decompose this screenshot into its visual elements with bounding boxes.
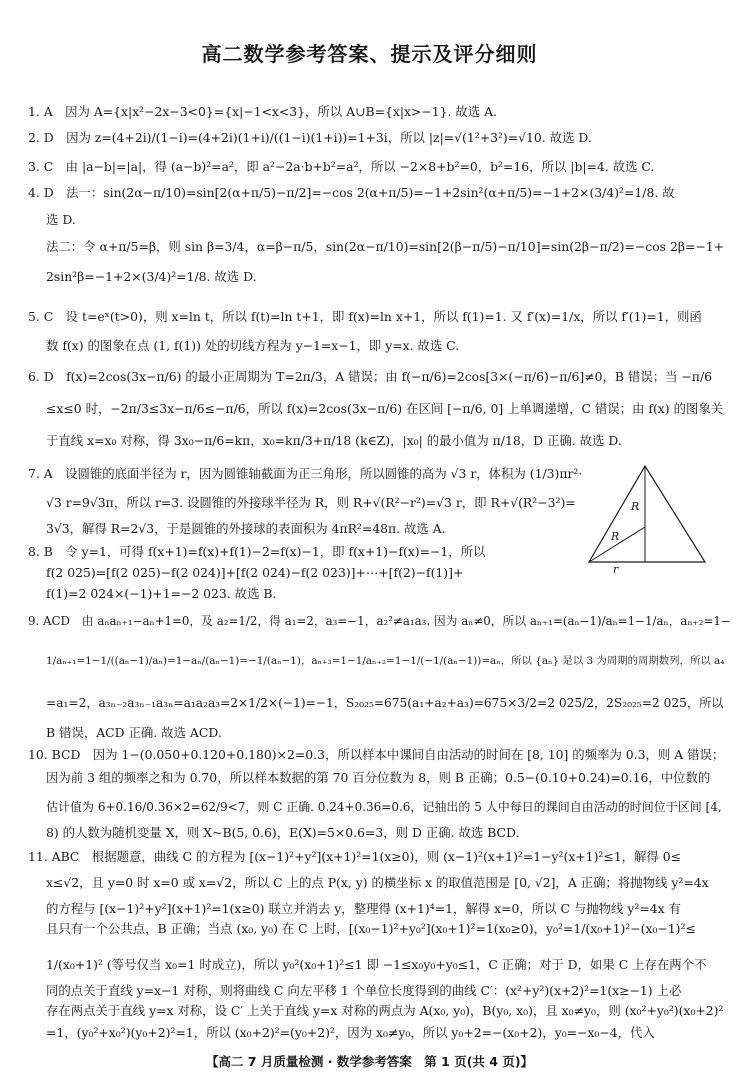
answer-line-19: 9. ACD 由 aₙaₙ₊₁−aₙ+1=0，及 a₂=1/2，得 a₁=2，a₃=−1，a₂²≠a₁a₃. 因为 aₙ≠0，所以 aₙ₊₁=(aₙ−1)/aₙ=1−1/aₙ，aₙ₊₂=1− [28, 614, 731, 628]
label-R-axis: R [631, 500, 640, 513]
answer-line-26: 8) 的人数为随机变量 X，则 X~B(5, 0.6)，E(X)=5×0.6=3，则 D 正确. 故选 BCD. [46, 825, 520, 840]
answer-line-14: √3 r=9√3π，所以 r=3. 设圆锥的外接球半径为 R，则 R+√(R²−r²)=√3 r，即 R+√(R²−3²)= [46, 495, 576, 510]
answer-line-23: 10. BCD 因为 1−(0.050+0.120+0.180)×2=0.3，所以样本中课间自由活动的时间在 [8, 10] 的频率为 0.3，则 A 错误； [28, 747, 725, 762]
page-footer: 【高二 7 月质量检测 · 数学参考答案 第 1 页(共 4 页)】 [205, 1054, 534, 1069]
answer-line-4: 4. D 法一：sin(2α−π/10)=sin[2(α+π/5)−π/2]=−cos 2(α+π/5)=−1+2sin²(α+π/5)=−1+2×(3/4)²=1/8. 故 [28, 185, 675, 200]
answer-line-30: 且只有一个公共点，B 正确；当点 (x₀, y₀) 在 C 上时，[(x₀−1)²+y₀²](x₀+1)²=1(x₀≥0)，y₀²=1/(x₀+1)²−(x₀−1)²≤ [46, 921, 696, 936]
answer-line-15: 3√3，解得 R=2√3，于是圆锥的外接球的表面积为 4πR²=48π. 故选 A. [46, 521, 446, 536]
answer-line-12: 于直线 x=x₀ 对称，得 3x₀−π/6=kπ，x₀=kπ/3+π/18 (k∈Z)，|x₀| 的最小值为 π/18，D 正确. 故选 D. [46, 433, 622, 448]
answer-line-11: ≤x≤0 时，−2π/3≤3x−π/6≤−π/6，所以 f(x)=2cos(3x−π/6) 在区间 [−π/6, 0] 上单调递增，C 错误；由 f(x) 的图象关 [46, 401, 724, 416]
cone-cross-section-figure [583, 462, 711, 574]
answer-line-17: f(2 025)=[f(2 025)−f(2 024)]+[f(2 024)−f(2 023)]+⋯+[f(2)−f(1)]+ [46, 565, 464, 580]
answer-line-20: 1/aₙ₊₁=1−1/((aₙ−1)/aₙ)=1−aₙ/(aₙ−1)=−1/(aₙ−1)，aₙ₊₃=1−1/aₙ₊₂=1−1/(−1/(aₙ−1))=aₙ，所以 {aₙ} 是以 3 为周期的周期数列，所以 a₄ [46, 655, 725, 667]
answer-line-13: 7. A 设圆锥的底面半径为 r，因为圆锥轴截面为正三角形，所以圆锥的高为 √3 r，体积为 (1/3)πr²· [28, 466, 583, 481]
answer-line-9: 数 f(x) 的图象在点 (1, f(1)) 处的切线方程为 y−1=x−1，即 y=x. 故选 C. [46, 338, 460, 353]
answer-line-31: 1/(x₀+1)² (等号仅当 x₀=1 时成立)，所以 y₀²(x₀+1)²≤1 即 −1≤x₀y₀+y₀≤1，C 正确；对于 D，如果 C 上存在两个不 [46, 957, 707, 972]
answer-line-8: 5. C 设 t=eˣ(t>0)，则 x=ln t，所以 f(t)=ln t+1，即 f(x)=ln x+1，所以 f(1)=1. 又 f′(x)=1/x，所以 f′(1)=1，则函 [28, 309, 702, 324]
answer-line-3: 3. C 由 |a−b|=|a|，得 (a−b)²=a²，即 a²−2a·b+b²=a²，所以 −2×8+b²=0，b²=16，所以 |b|=4. 故选 C. [28, 159, 655, 174]
answer-line-21: =a₁=2，a₃ₙ₋₂a₃ₙ₋₁a₃ₙ=a₁a₂a₃=2×1/2×(−1)=−1，S₂₀₂₅=675(a₁+a₂+a₃)=675×3/2=2 025/2，2S₂₀₂₅=2 025，所以 [46, 696, 724, 710]
answer-line-32: 同的点关于直线 y=x−1 对称，则将曲线 C 向左平移 1 个单位长度得到的曲线 C′：(x²+y²)(x+2)²=1(x≥−1) 上必 [46, 983, 682, 998]
answer-line-2: 2. D 因为 z=(4+2i)/(1−i)=(4+2i)(1+i)/((1−i)(1+i))=1+3i，所以 |z|=√(1²+3²)=√10. 故选 D. [28, 130, 592, 145]
answer-line-1: 1. A 因为 A={x|x²−2x−3<0}={x|−1<x<3}，所以 A∪B={x|x>−1}. 故选 A. [28, 104, 498, 119]
answer-line-29: 的方程与 [(x−1)²+y²](x+1)²=1(x≥0) 联立并消去 y，整理得 (x+1)⁴=1，解得 x=0，所以 C 与抛物线 y²=4x 有 [46, 901, 681, 916]
answer-line-33: 存在两点关于直线 y=x 对称，设 C′ 上关于直线 y=x 对称的两点为 A(x₀, y₀)，B(y₀, x₀)，且 x₀≠y₀，则 (x₀²+y₀²)(x₀+2)² [46, 1003, 724, 1018]
answer-line-22: B 错误，ACD 正确. 故选 ACD. [46, 725, 222, 740]
answer-line-18: f(1)=2 024×(−1)+1=−2 023. 故选 B. [46, 586, 277, 601]
page-title: 高二数学参考答案、提示及评分细则 [201, 42, 538, 66]
answer-line-27: 11. ABC 根据题意，曲线 C 的方程为 [(x−1)²+y²](x+1)²=1(x≥0)，则 (x−1)²(x+1)²=1−y²(x+1)²≤1，解得 0≤ [28, 849, 682, 864]
answer-line-7: 2sin²β=−1+2×(3/4)²=1/8. 故选 D. [46, 269, 257, 284]
answer-line-25: 估计值为 6+0.16/0.36×2=62/9<7，则 C 正确. 0.24+0.36=0.6，记抽出的 5 人中每日的课间自由活动的时间位于区间 [4, [46, 800, 722, 814]
answer-line-16: 8. B 令 y=1，可得 f(x+1)=f(x)+f(1)−2=f(x)−1，即 f(x+1)−f(x)=−1，所以 [28, 544, 486, 559]
label-R-slant: R [611, 530, 620, 543]
answer-line-6: 法二：令 α+π/5=β，则 sin β=3/4，α=β−π/5，sin(2α−π/10)=sin[2(β−π/5)−π/10]=sin(2β−π/2)=−cos 2β=−1+ [46, 239, 725, 254]
answer-line-10: 6. D f(x)=2cos(3x−π/6) 的最小正周期为 T=2π/3，A 错误；由 f(−π/6)=2cos[3×(−π/6)−π/6]≠0，B 错误；当 −π/6 [28, 369, 713, 384]
label-r-base: r [613, 563, 619, 574]
answer-line-34: =1，(y₀²+x₀²)(y₀+2)²=1，所以 (x₀+2)²=(y₀+2)²，因为 x₀≠y₀，所以 y₀+2=−(x₀+2)，y₀=−x₀−4，代入 [46, 1025, 655, 1040]
answer-line-28: x≤√2，且 y=0 时 x=0 或 x=√2，所以 C 上的点 P(x, y) 的横坐标 x 的取值范围是 [0, √2]，A 正确；将抛物线 y²=4x [46, 875, 709, 890]
cone-triangle [589, 466, 705, 562]
answer-line-24: 因为前 3 组的频率之和为 0.70，所以样本数据的第 70 百分位数为 8，则 B 正确；0.5−(0.10+0.24)=0.16，中位数的 [46, 770, 711, 785]
answer-line-5: 选 D. [46, 212, 76, 227]
